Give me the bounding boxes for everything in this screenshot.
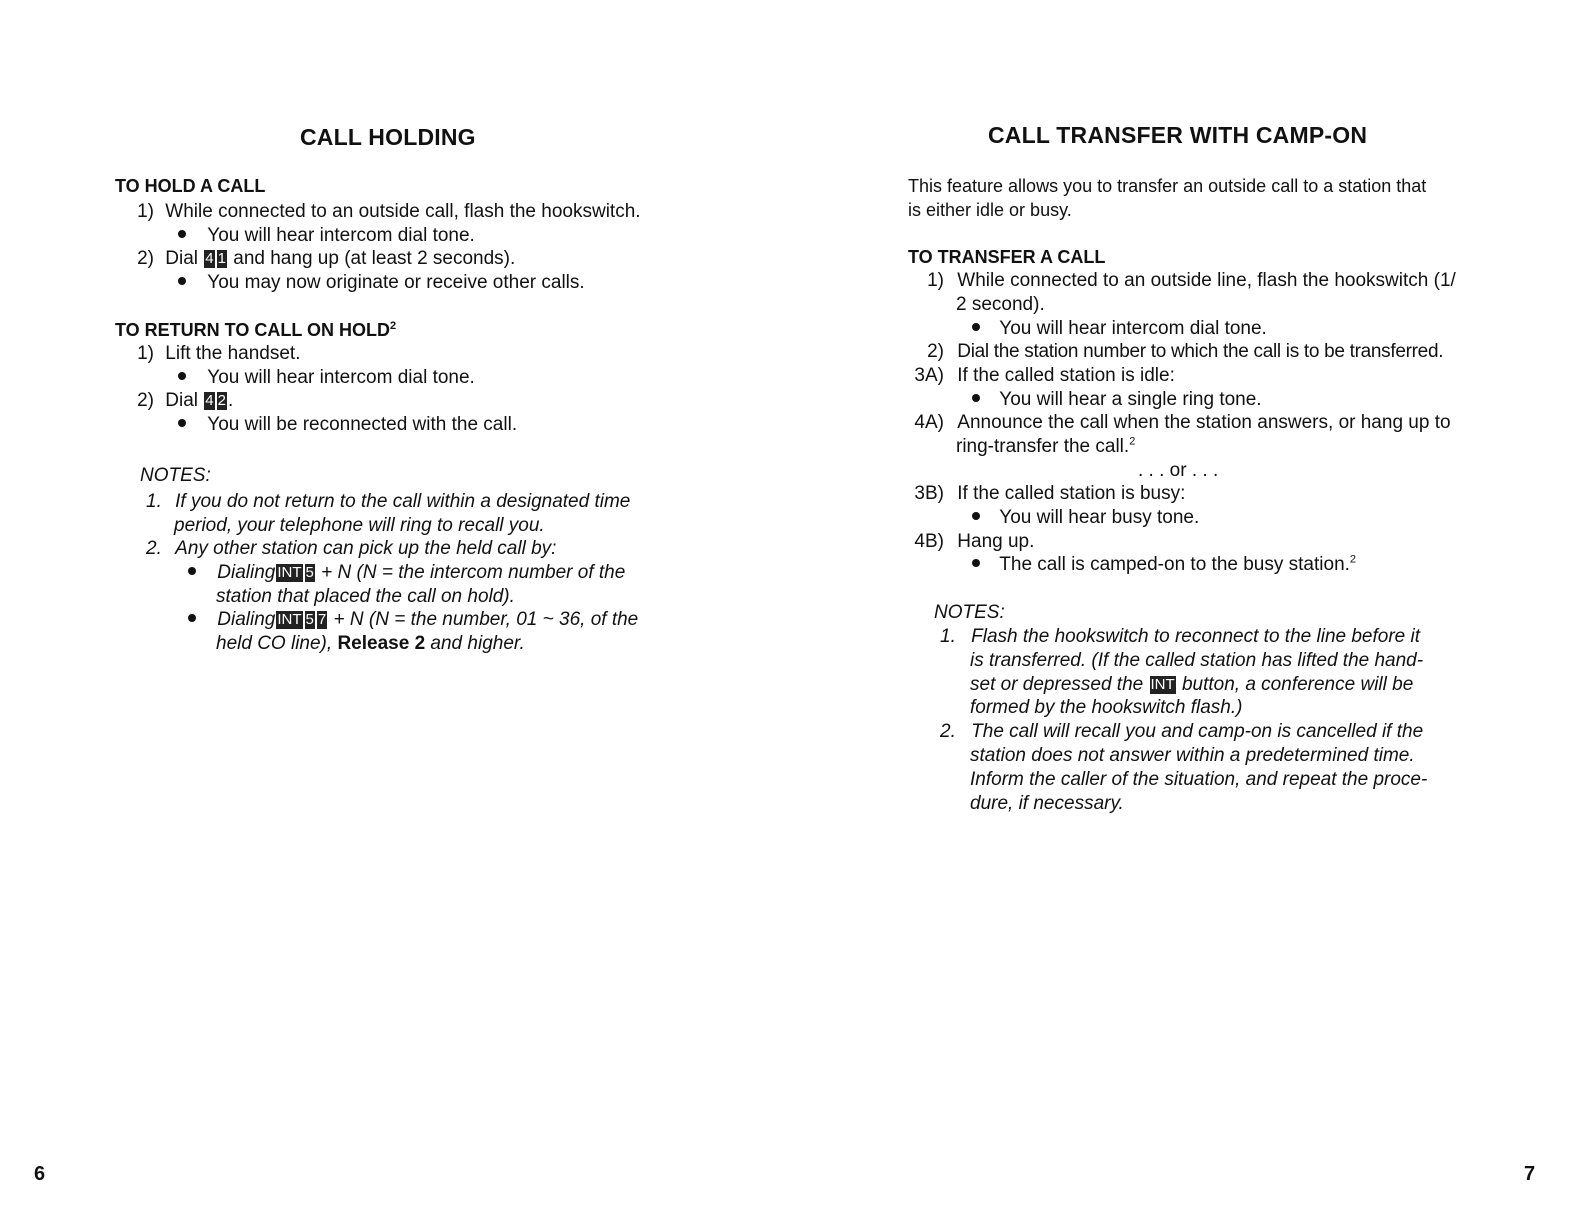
note-text: set or depressed the [970,674,1144,695]
hold-heading: TO HOLD A CALL [115,176,266,196]
transfer-step-2 [908,340,1443,364]
bullet-text: You will hear busy tone. [999,507,1200,528]
step-text: If the called station is busy: [957,483,1186,504]
transfer-step-4b-bullet [972,553,1356,577]
note-text: If you do not return to the call within a designated time [175,491,631,512]
footnote-ref: 2 [1129,435,1136,448]
step-text: Hang up. [957,531,1035,552]
bullet-text-post: + N (N = the number, 01 ~ 36, of the [333,609,639,630]
step-number: 3A) [914,365,944,386]
footnote-ref: 2 [1349,553,1357,566]
return-step-2 [130,389,233,413]
bullet-icon [178,271,190,283]
return-step-1-bullet [178,366,475,390]
hold-step-1 [130,200,641,224]
note-2-bullet-1 [188,561,625,585]
release-label: Release 2 [337,633,426,654]
or-separator: . . . or . . . [1138,460,1219,481]
note-number: 2. [146,538,162,559]
bullet-icon [178,366,190,378]
bullet-text: You will hear intercom dial tone. [207,367,475,388]
step-text-post: and hang up (at least 2 seconds). [233,248,516,269]
step-text: Dial [165,248,199,269]
bullet-text: You may now originate or receive other calls. [207,272,585,293]
step-text: ring-transfer the call. [956,436,1130,457]
note-2-line-3: Inform the caller of the situation, and repeat the proce- [970,769,1428,790]
transfer-step-4a-line-2 [956,435,1135,459]
right-page [790,0,1583,1215]
notes-heading: NOTES: [140,465,211,486]
key-int-icon: INT [1150,676,1175,693]
notes-heading: NOTES: [934,602,1005,623]
step-number: 2) [927,341,944,362]
bullet-icon [972,553,984,565]
note-2 [146,537,556,561]
bullet-text-post: + N (N = the intercom number of the [321,562,626,583]
key-1-icon: 1 [217,250,226,267]
bullet-icon [188,608,200,620]
transfer-step-1 [908,269,1456,293]
footnote-ref: 2 [390,320,397,332]
page-title-call-holding: CALL HOLDING [300,124,476,150]
note-2-bullet-1-line-2: station that placed the call on hold). [216,586,515,607]
bullet-text: You will hear a single ring tone. [999,389,1262,410]
step-number: 3B) [914,483,944,504]
transfer-step-3b-bullet [972,506,1199,530]
key-2-icon: 2 [217,392,226,409]
transfer-step-4b [908,530,1034,554]
transfer-heading: TO TRANSFER A CALL [908,247,1106,267]
step-text-post: . [227,390,234,411]
note-text: Any other station can pick up the held call by: [175,538,557,559]
note-1 [146,490,630,514]
page-number: 6 [34,1163,46,1185]
step-number: 2) [137,248,154,269]
step-text: While connected to an outside line, flash the hookswitch (1/ [957,270,1456,291]
bullet-icon [188,561,200,573]
note-text: Flash the hookswitch to reconnect to the line before it [971,626,1421,647]
step-number: 1) [137,201,154,222]
note-2-bullet-2 [188,608,638,632]
transfer-step-3b [908,482,1185,506]
key-int-icon: INT [277,564,302,581]
intro-line-2: is either idle or busy. [908,200,1072,220]
key-5-icon: 5 [305,611,314,628]
text: held CO line), [216,633,333,654]
step-text: Dial [165,390,199,411]
intro-line-1: This feature allows you to transfer an outside call to a station that [908,176,1427,196]
note-1 [940,625,1420,649]
bullet-text: You will be reconnected with the call. [207,414,518,435]
step-number: 1) [137,343,154,364]
key-7-icon: 7 [317,611,327,628]
hold-step-2-bullet [178,271,585,295]
transfer-step-1-bullet [972,317,1267,341]
note-text: The call will recall you and camp-on is cancelled if the [971,721,1424,742]
bullet-icon [972,317,984,329]
return-step-2-bullet [178,413,517,437]
note-number: 1. [146,491,162,512]
bullet-icon [972,388,984,400]
transfer-step-1-line-2: 2 second). [956,294,1045,315]
note-number: 2. [940,721,956,742]
note-2-line-4: dure, if necessary. [970,793,1124,814]
return-heading [115,318,396,342]
transfer-step-4a [908,411,1451,435]
step-text: If the called station is idle: [957,365,1175,386]
step-number: 1) [927,270,944,291]
page-number: 7 [1524,1163,1536,1185]
step-text: Dial the station number to which the call is to be transferred. [957,341,1444,362]
left-page [0,0,790,1215]
return-heading-text: TO RETURN TO CALL ON HOLD [115,320,391,340]
step-text: Announce the call when the station answers, or hang up to [957,412,1451,433]
note-number: 1. [940,626,956,647]
return-step-1 [130,342,301,366]
bullet-icon [972,506,984,518]
note-text-post: button, a conference will be [1181,674,1414,695]
page-title-call-transfer: CALL TRANSFER WITH CAMP-ON [988,122,1368,148]
key-4-icon: 4 [205,392,214,409]
bullet-icon [178,224,190,236]
bullet-text: You will hear intercom dial tone. [207,225,475,246]
note-2-line-2: station does not answer within a predetermined time. [970,745,1415,766]
bullet-icon [178,413,190,425]
note-2 [940,720,1423,744]
step-text: Lift the handset. [165,343,301,364]
note-2-bullet-2-line-2 [216,632,525,656]
bullet-text: The call is camped-on to the busy station. [999,554,1350,575]
bullet-text: Dialing [217,609,276,630]
key-4-icon: 4 [205,250,214,267]
step-number: 2) [137,390,154,411]
hold-step-2 [130,247,515,271]
note-1-line-3 [970,673,1413,697]
step-number: 4A) [914,412,944,433]
transfer-step-3a [908,364,1175,388]
text: and higher. [430,633,525,654]
bullet-text: You will hear intercom dial tone. [999,318,1267,339]
note-1-line-4: formed by the hookswitch flash.) [970,697,1243,718]
step-text: While connected to an outside call, flash the hookswitch. [165,201,641,222]
step-number: 4B) [914,531,944,552]
key-int-icon: INT [277,611,302,628]
hold-step-1-bullet [178,224,475,248]
bullet-text: Dialing [217,562,276,583]
note-1-line-2: period, your telephone will ring to recall you. [174,515,545,536]
transfer-step-3a-bullet [972,388,1262,412]
key-5-icon: 5 [305,564,314,581]
note-1-line-2: is transferred. (If the called station has lifted the hand- [970,650,1424,671]
